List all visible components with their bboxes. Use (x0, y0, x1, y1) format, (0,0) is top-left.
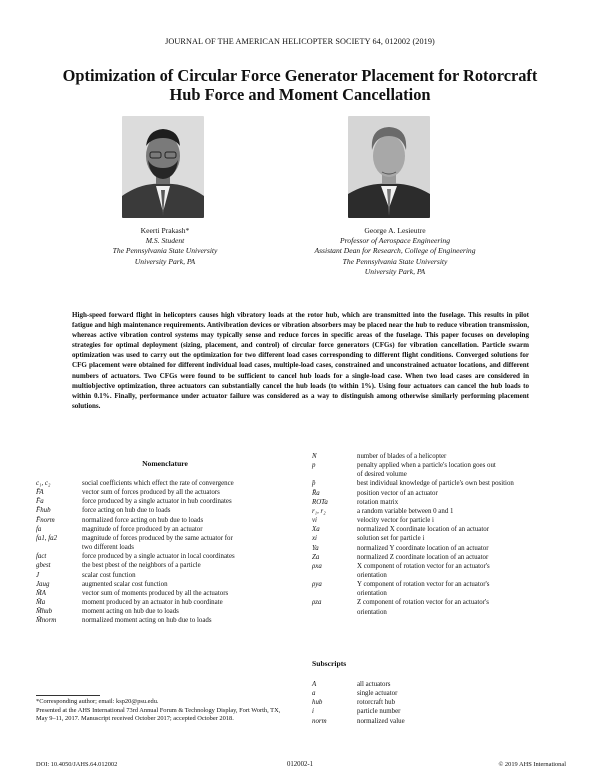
nomenclature-definition: velocity vector for particle i (357, 517, 434, 525)
nomenclature-definition: normalized Z coordinate location of an actuator (357, 553, 489, 561)
nomenclature-definition: two different loads (82, 544, 134, 552)
nomenclature-symbol: J (36, 571, 40, 579)
nomenclature-symbol: gbest (36, 562, 51, 570)
nomenclature-symbol: M̄hub (36, 608, 53, 616)
nomenclature-symbol: p̄ (312, 480, 316, 488)
nomenclature-definition: orientation (357, 608, 387, 616)
nomenclature-definition: normalized moment acting on hub due to loads (82, 617, 212, 625)
nomenclature-symbol: F̄a (36, 498, 44, 506)
nomenclature-definition: normalized Y coordinate location of an actuator (357, 544, 489, 552)
author-affiliation: The Pennsylvania State University (112, 246, 218, 256)
nomenclature-symbol: norm (312, 717, 327, 725)
nomenclature-symbol: M̄A (36, 589, 46, 597)
nomenclature-definition: best individual knowledge of particle's own best position (357, 480, 514, 488)
nomenclature-definition: force produced by a single actuator in hub coordinates (82, 498, 232, 506)
nomenclature-definition: normalized X coordinate location of an actuator (357, 526, 490, 534)
nomenclature-definition: augmented scalar cost function (82, 580, 168, 588)
nomenclature-symbol: Ya (312, 544, 319, 552)
nomenclature-symbol: R̄a (312, 489, 320, 497)
nomenclature-symbol: N (312, 453, 317, 460)
author-location: University Park, PA (134, 256, 196, 266)
nomenclature-definition: particle number (357, 708, 401, 716)
paper-title: Optimization of Circular Force Generator Placement for Rotorcraft Hub Force and Moment Cancellation (62, 66, 538, 104)
nomenclature-symbol: fact (36, 553, 47, 561)
nomenclature-definition: rotorcraft hub (357, 699, 396, 707)
copyright: © 2019 AHS International (498, 761, 566, 768)
nomenclature-definition: number of blades of a helicopter (357, 453, 447, 460)
nomenclature-symbol: A (312, 681, 317, 688)
nomenclature-symbol: fa1, fa2 (36, 534, 58, 542)
nomenclature-symbol: r₁, r₂ (312, 507, 326, 515)
footnote (36, 698, 286, 724)
nomenclature-definition: solution set for particle i (357, 535, 425, 543)
nomenclature-definition: social coefficients which effect the rate of convergence (82, 480, 234, 487)
nomenclature-symbol: a (312, 690, 316, 698)
journal-header: JOURNAL OF THE AMERICAN HELICOPTER SOCIETY 64, 012002 (2019) (165, 37, 435, 46)
nomenclature-symbol: vi (312, 517, 317, 525)
author-affiliation: The Pennsylvania State University (342, 256, 448, 266)
author-block-2 (300, 226, 490, 277)
nomenclature-heading: Nomenclature (142, 459, 188, 468)
nomenclature-definition: moment produced by an actuator in hub coordinate (82, 598, 223, 606)
nomenclature-symbol: hub (312, 699, 323, 707)
nomenclature-definition: normalized value (357, 717, 405, 725)
nomenclature-definition: moment acting on hub due to loads (82, 608, 179, 616)
nomenclature-definition: scalar cost function (82, 571, 136, 579)
nomenclature-definition: the best pbest of the neighbors of a particle (82, 562, 201, 570)
doi: DOI: 10.4050/JAHS.64.012002 (36, 761, 118, 768)
nomenclature-symbol: p (312, 462, 316, 470)
nomenclature-symbol: c₁, c₂ (36, 480, 51, 487)
nomenclature-symbol: ρya (312, 581, 322, 589)
nomenclature-symbol: Jaug (36, 580, 50, 588)
nomenclature-definition: magnitude of force produced by an actuator (82, 525, 203, 533)
author-role: M.S. Student (145, 236, 185, 246)
nomenclature-definition: orientation (357, 571, 387, 579)
nomenclature-symbol: ρza (312, 599, 322, 607)
nomenclature-symbol: ρxa (312, 562, 322, 570)
nomenclature-definition: force acting on hub due to loads (82, 507, 171, 515)
author-location: University Park, PA (364, 266, 426, 276)
nomenclature-definition: rotation matrix (357, 498, 399, 506)
nomenclature-symbol: F̄norm (36, 516, 55, 524)
nomenclature-definition: single actuator (357, 690, 398, 698)
footnote-presentation: Presented at the AHS International 73rd Annual Forum & Technology Display, Fort Worth, TX, May 9–11, 2017. Manuscript received October 2017; accepted October 2018. (36, 706, 281, 723)
nomenclature-symbol: M̄a (36, 598, 46, 606)
page-number: 012002-1 (286, 761, 314, 768)
nomenclature-definition: a random variable between 0 and 1 (357, 507, 454, 515)
author-role: Professor of Aerospace Engineering (339, 236, 451, 246)
author-photo-prakash (122, 116, 204, 218)
nomenclature-definition: Z component of rotation vector for an actuator's (357, 599, 489, 607)
nomenclature-symbol: M̄norm (36, 617, 57, 625)
nomenclature-symbol: Xa (312, 526, 320, 534)
nomenclature-symbol: F̄A (36, 489, 44, 497)
nomenclature-symbol: F̄hub (36, 507, 51, 515)
nomenclature-definition: vector sum of forces produced by all the actuators (82, 489, 220, 497)
nomenclature-symbol: i (312, 708, 314, 716)
author-block-1 (80, 226, 250, 267)
nomenclature-symbol: xi (312, 535, 317, 543)
author-role-secondary: Assistant Dean for Research, College of Engineering (314, 246, 476, 256)
footnote-correspondence: *Corresponding author; email: ksp20@psu.edu. (36, 698, 159, 705)
nomenclature-definition: Y component of rotation vector for an actuator's (357, 581, 490, 589)
author-name: George A. Lesieutre (364, 226, 426, 235)
nomenclature-definition: all actuators (357, 681, 391, 688)
nomenclature-definition: vector sum of moments produced by all the actuators (82, 589, 229, 597)
nomenclature-symbol: Za (312, 553, 320, 561)
nomenclature-definition: X component of rotation vector for an actuator's (357, 562, 490, 570)
nomenclature-definition: force produced by a single actuator in local coordinates (82, 553, 235, 561)
author-photo-lesieutre (348, 116, 430, 218)
nomenclature-definition: position vector of an actuator (357, 489, 438, 497)
nomenclature-symbol: ROTa (312, 498, 328, 506)
abstract: High-speed forward flight in helicopters causes high vibratory loads at the rotor hub, which are transmitted into the fuselage. This results in pilot fatigue and high maintenance requirements. Antivibration devices or vibration absorbers may be placed near the hub to reduce vibration transmission, whereas active vibration control systems may typically sense and reduce forces in specific areas of the fuselage. This paper focuses on developing strategies for optimal deployment (sizing, placement, and control) of circular force generators (CFGs) for vibration cancellation. Particle swarm optimization was used to carry out the optimization for two different load cases corresponding to different flight conditions. Converged solutions for CFG placement were obtained for different individual load cases, multiple-load cases, constrained and unconstrained actuator locations, and different numbers of actuators. Two CFGs were found to be sufficient to cancel hub loads for a single-load case. When two load cases are considered in multiobjective optimization, three actuators can substantially cancel the hub loads (to within 1%). Using four actuators can cancel the hub loads to within 0.1%. Finally, performance under actuator failure was considered as a way to distinguish among otherwise similarly performing placement solutions. (72, 311, 529, 410)
author-name: Keerti Prakash* (140, 226, 190, 235)
nomenclature-definition: orientation (357, 590, 387, 598)
nomenclature-symbol: fa (36, 525, 42, 533)
nomenclature-definition: of desired volume (357, 471, 407, 479)
nomenclature-definition: normalized force acting on hub due to loads (82, 516, 204, 524)
nomenclature-definition: penalty applied when a particle's location goes out (357, 462, 496, 470)
nomenclature-definition: magnitude of forces produced by the same actuator for (82, 534, 233, 542)
subscripts-heading: Subscripts (312, 659, 347, 668)
footnote-rule (36, 695, 100, 696)
